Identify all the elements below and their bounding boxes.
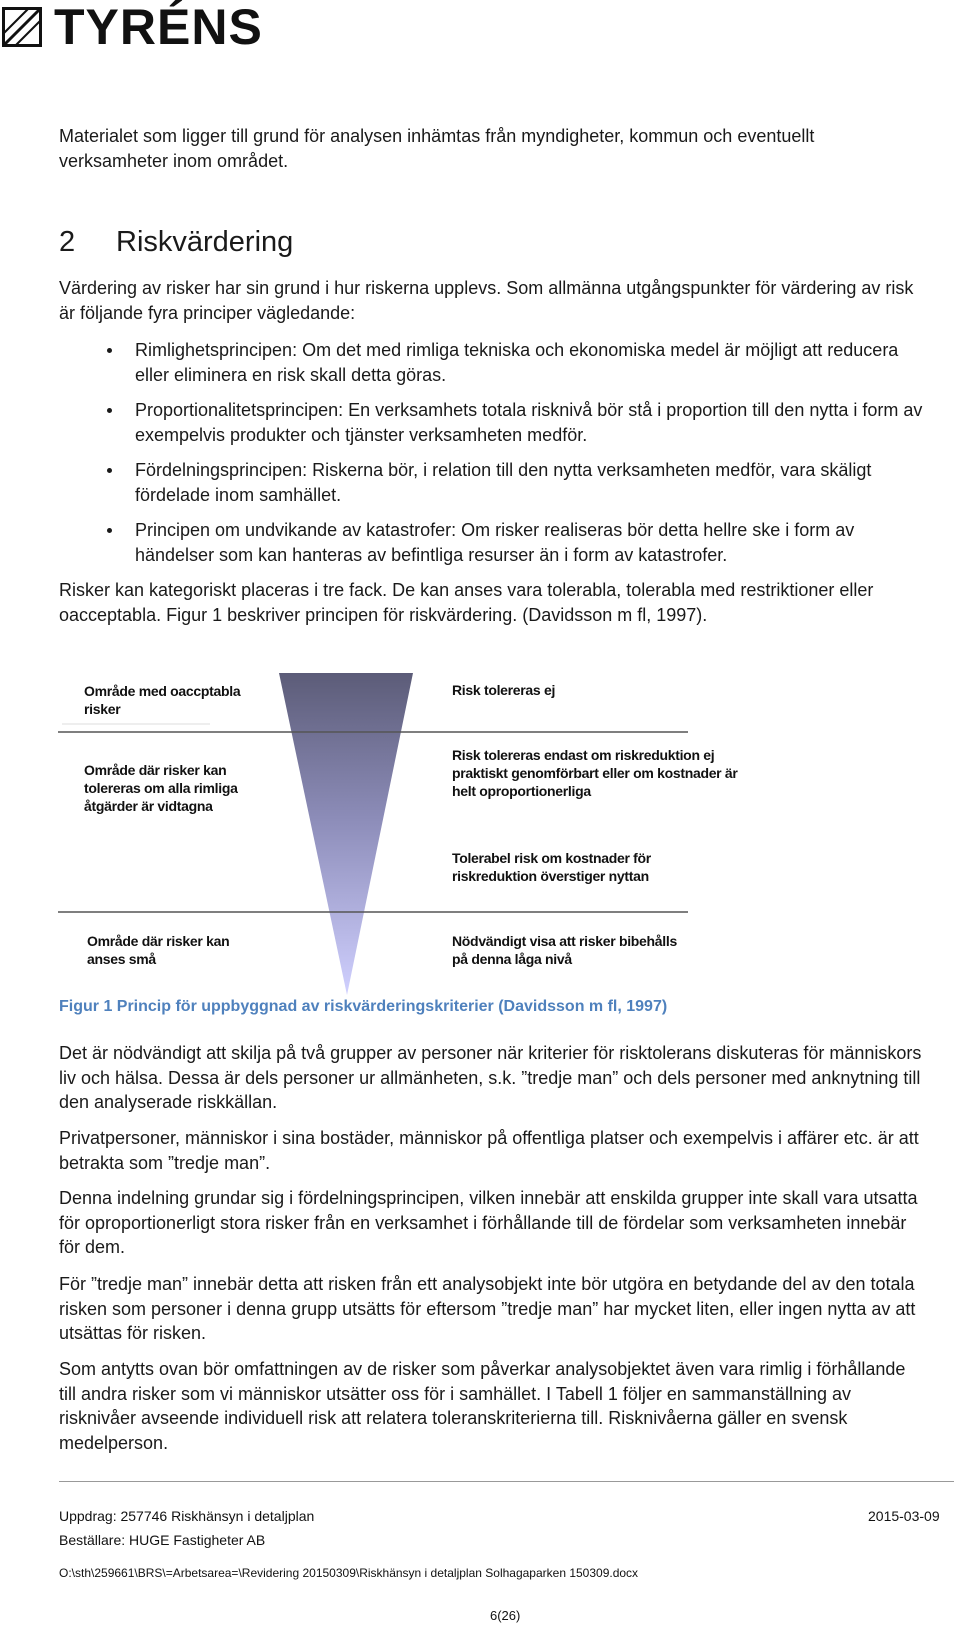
- footer-divider: [59, 1481, 954, 1482]
- bullet-icon: [107, 348, 112, 353]
- body-paragraph: Det är nödvändigt att skilja på två grupper av personer när kriterier för risktolerans diskuteras för människors liv och hälsa. Dessa är dels personer ur allmänheten, s.k. ”tredje man” och dels personer med anknytning till den analyserade riskkällan.: [59, 1043, 922, 1112]
- bullet-icon: [107, 528, 112, 533]
- intro-paragraph: Materialet som ligger till grund för analysen inhämtas från myndigheter, kommun och eventuellt verksamheter inom området.: [59, 126, 815, 171]
- figure-right-label: Tolerabel risk om kostnader för riskreduktion överstiger nyttan: [452, 850, 651, 884]
- figure-left-label: Område där risker kan tolereras om alla rimliga åtgärder är vidtagna: [84, 762, 238, 814]
- list-item: [135, 518, 925, 567]
- body-paragraph: Denna indelning grundar sig i fördelningsprincipen, vilken innebär att enskilda grupper inte skall vara utsatta för oproportionerligt stora risker från en verksamhet i förhållande till de fördelar som verksamheten innebär för dem.: [59, 1188, 918, 1257]
- list-item: [135, 398, 925, 447]
- page-number: 6(26): [490, 1608, 521, 1623]
- footer-assignment: Uppdrag: 257746 Riskhänsyn i detaljplan: [59, 1508, 315, 1524]
- list-item: [135, 458, 925, 507]
- principle-text: Principen om undvikande av katastrofer: Om risker realiseras bör detta hellre ske i form av händelser som kan hanteras av befintliga resurser än i form av katastrofer.: [135, 520, 855, 565]
- body-paragraph: Som antytts ovan bör omfattningen av de risker som påverkar analysobjektet även vara rimlig i förhållande till andra risker som vi människor utsätter oss för i samhället. I Tabell 1 följer en sammanställning av risknivåer avseende individuell risk att relatera toleranskriterierna till. Risknivåerna gäller en svensk medelperson.: [59, 1359, 906, 1453]
- figure-left-label: Område med oaccptabla risker: [84, 683, 241, 717]
- figure-right-label: Risk tolereras ej: [452, 682, 556, 698]
- principle-text: Fördelningsprincipen: Riskerna bör, i relation till den nytta verksamheten medför, vara skäligt fördelade inom samhället.: [135, 460, 872, 505]
- logo-text: TYRÉNS: [54, 0, 263, 55]
- body-paragraph: Privatpersoner, människor i sina bostäder, människor på offentliga platser och exempelvis i affärer etc. är att betrakta som ”tredje man”.: [59, 1128, 919, 1173]
- categories-paragraph: Risker kan kategoriskt placeras i tre fack. De kan anses vara tolerabla, tolerabla med restriktioner eller oacceptabla. Figur 1 beskriver principen för riskvärdering. (Davidsson m fl, 1997).: [59, 580, 874, 625]
- figure-right-label: Risk tolereras endast om riskreduktion ej praktiskt genomförbart eller om kostnader är helt oproportionerliga: [452, 747, 738, 799]
- principle-text: Rimlighetsprincipen: Om det med rimliga tekniska och ekonomiska medel är möjligt att reducera eller eliminera en risk skall detta göras.: [135, 340, 899, 385]
- list-item: [135, 338, 925, 387]
- footer-date: 2015-03-09: [868, 1508, 940, 1524]
- principle-text: Proportionalitetsprincipen: En verksamhets totala risknivå bör stå i proportion till den nytta i form av exempelvis produkter och tjänster verksamheten medför.: [135, 400, 923, 445]
- body-paragraph: För ”tredje man” innebär detta att risken från ett analysobjekt inte bör utgöra en betydande del av den totala risken som personer i denna grupp utsätts för eftersom ”tredje man” har mycket liten, eller ingen nytta av att utsättas för risken.: [59, 1274, 916, 1343]
- figure-left-label: Område där risker kan anses små: [87, 933, 230, 967]
- figure-right-label: Nödvändigt visa att risker bibehålls på denna låga nivå: [452, 933, 677, 967]
- section-heading: [59, 225, 293, 259]
- risk-triangle: [279, 673, 413, 995]
- logo-mark-icon: [2, 7, 42, 47]
- section-number: 2: [59, 226, 76, 258]
- section-intro: Värdering av risker har sin grund i hur riskerna upplevs. Som allmänna utgångspunkter för värdering av risk är följande fyra principer vägledande:: [59, 278, 914, 323]
- bullet-icon: [107, 408, 112, 413]
- section-title: Riskvärdering: [116, 226, 294, 258]
- footer-file-path: O:\sth\259661\BRS\=Arbetsarea=\Revidering 20150309\Riskhänsyn i detaljplan Solhagaparken 150309.docx: [59, 1566, 639, 1580]
- figure-caption: Figur 1 Princip för uppbyggnad av riskvärderingskriterier (Davidsson m fl, 1997): [59, 998, 668, 1015]
- bullet-icon: [107, 468, 112, 473]
- footer-client: Beställare: HUGE Fastigheter AB: [59, 1532, 266, 1548]
